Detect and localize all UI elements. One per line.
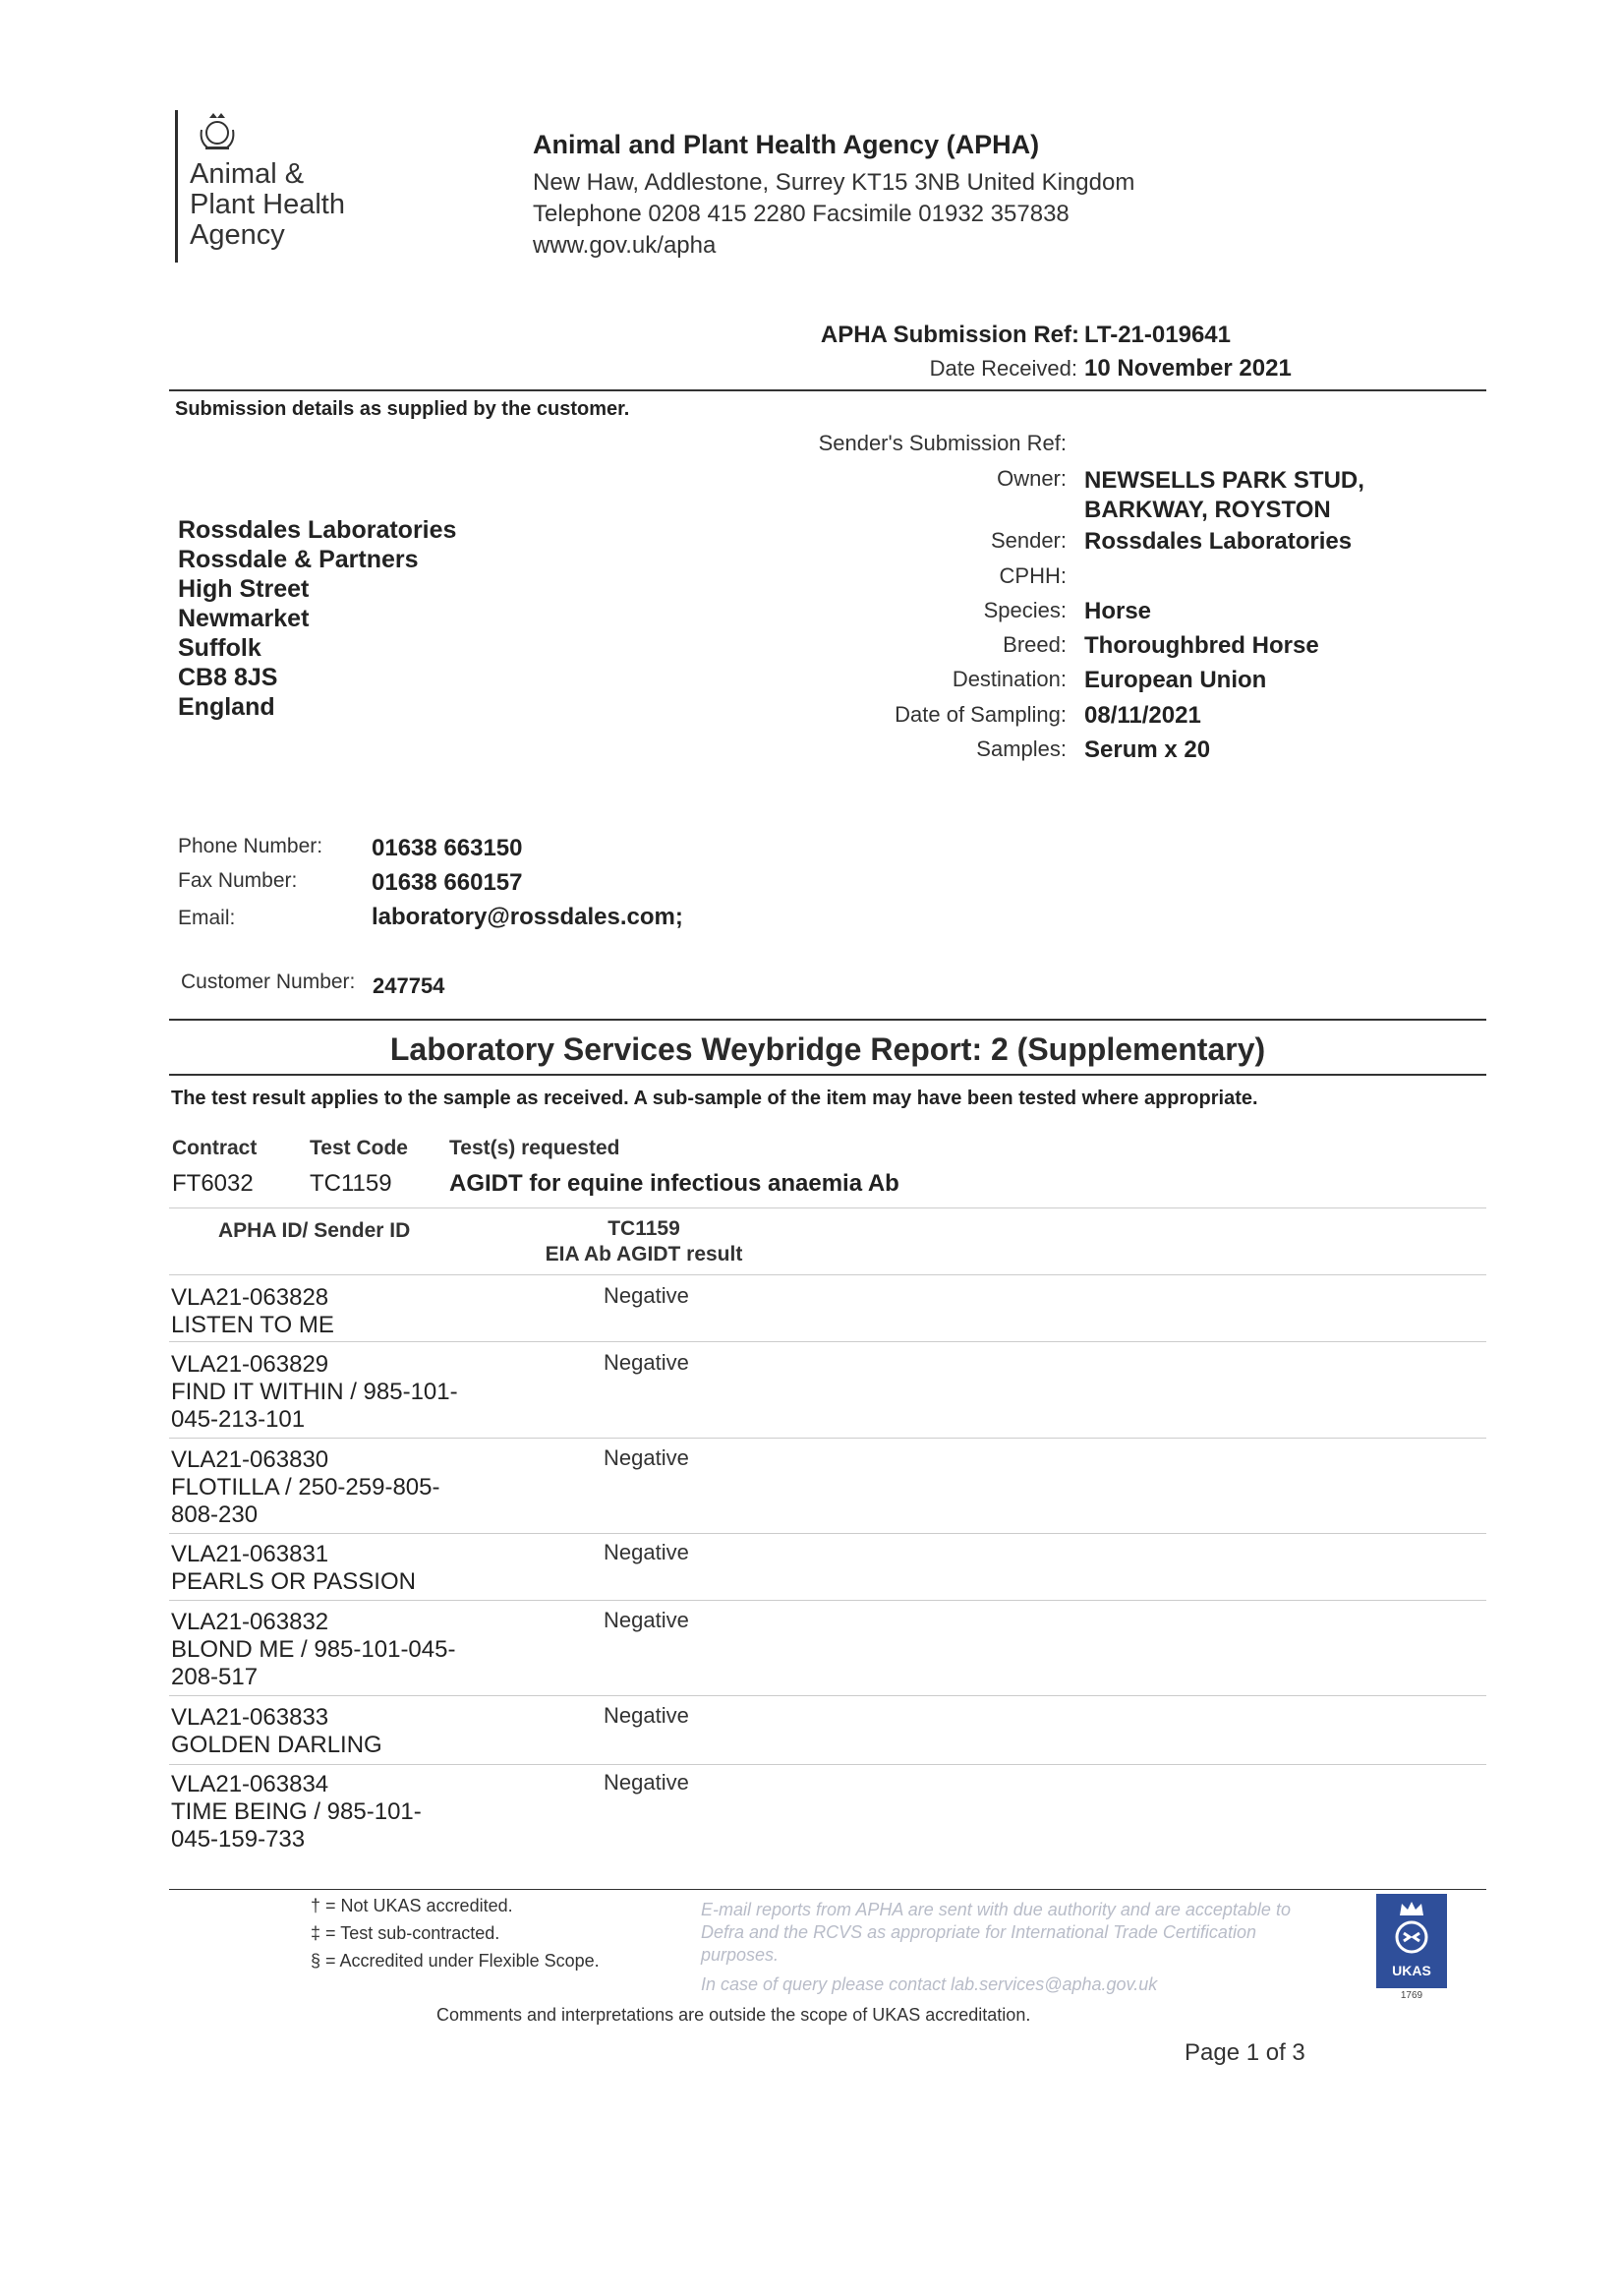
submission-ref-value: LT-21-019641 (1084, 322, 1231, 348)
detail-value-destination: European Union (1084, 667, 1267, 693)
detail-label-cphh: CPHH: (999, 563, 1067, 588)
address-line: Rossdale & Partners (178, 546, 419, 573)
date-received-label: Date Received: (929, 356, 1077, 381)
address-line: CB8 8JS (178, 664, 278, 691)
result-sender: GOLDEN DARLING (171, 1732, 382, 1758)
result-value: Negative (604, 1445, 689, 1470)
address-line: High Street (178, 575, 310, 603)
result-sender: FIND IT WITHIN / 985-101- 045-213-101 (171, 1379, 458, 1433)
detail-label-species: Species: (983, 598, 1067, 622)
result-id: VLA21-063833 (171, 1704, 329, 1731)
detail-value-sender: Rossdales Laboratories (1084, 528, 1353, 555)
email-label: Email: (178, 907, 236, 929)
legend-item: † = Not UKAS accredited. (311, 1896, 513, 1915)
phone-label: Phone Number: (178, 835, 323, 857)
detail-value-owner: NEWSELLS PARK STUD, BARKWAY, ROYSTON (1084, 467, 1364, 523)
detail-label-breed: Breed: (1003, 632, 1067, 657)
report-note: The test result applies to the sample as received. A sub-sample of the item may have been tested where appropriate. (171, 1088, 1258, 1109)
agency-address: New Haw, Addlestone, Surrey KT15 3NB United Kingdom (533, 169, 1135, 196)
crest-icon (198, 110, 237, 151)
customer-note: Submission details as supplied by the customer. (175, 398, 630, 420)
scope-note: Comments and interpretations are outside the scope of UKAS accreditation. (436, 2005, 1031, 2025)
detail-label-owner: Owner: (997, 466, 1067, 491)
divider-results-header (169, 1274, 1486, 1275)
detail-value-species: Horse (1084, 598, 1152, 624)
result-value: Negative (604, 1770, 689, 1795)
result-value: Negative (604, 1283, 689, 1308)
test-requested-value: AGIDT for equine infectious anaemia Ab (449, 1170, 899, 1197)
crown-icon (1398, 1900, 1425, 1917)
detail-label-sampling-date: Date of Sampling: (895, 702, 1067, 727)
address-line: England (178, 693, 275, 721)
detail-value-breed: Thoroughbred Horse (1084, 632, 1319, 659)
email-value: laboratory@rossdales.com; (372, 904, 683, 930)
date-received-value: 10 November 2021 (1084, 355, 1292, 382)
row-divider (169, 1341, 1486, 1342)
divider-top (169, 389, 1486, 391)
customer-address (178, 515, 456, 722)
agency-logo (175, 110, 394, 263)
fax-value: 01638 660157 (372, 869, 523, 896)
result-value: Negative (604, 1350, 689, 1375)
address-line: Rossdales Laboratories (178, 516, 457, 544)
result-sender: PEARLS OR PASSION (171, 1568, 416, 1595)
detail-label-samples: Samples: (976, 736, 1067, 761)
ukas-number: 1769 (1400, 1990, 1423, 2001)
logo-line-1: Animal & (190, 158, 305, 190)
col-header-result-code: TC1159 (608, 1217, 680, 1240)
divider-report-top (169, 1019, 1486, 1021)
ukas-emblem-icon (1394, 1919, 1429, 1955)
address-line: Newmarket (178, 605, 310, 632)
legend-item: ‡ = Test sub-contracted. (311, 1923, 500, 1943)
address-line: Suffolk (178, 634, 261, 662)
result-value: Negative (604, 1703, 689, 1728)
result-sender: BLOND ME / 985-101-045- 208-517 (171, 1636, 456, 1690)
customer-number-label: Customer Number: (181, 971, 356, 993)
agency-website: www.gov.uk/apha (533, 232, 717, 259)
result-sender: FLOTILLA / 250-259-805- 808-230 (171, 1474, 440, 1528)
agency-phone-fax: Telephone 0208 415 2280 Facsimile 01932 357838 (533, 201, 1070, 227)
col-header-result-name: EIA Ab AGIDT result (545, 1243, 743, 1266)
query-note: In case of query please contact lab.services@apha.gov.uk (701, 1974, 1158, 1994)
detail-label-destination: Destination: (952, 667, 1067, 691)
agency-name: Animal and Plant Health Agency (APHA) (533, 130, 1040, 159)
result-sender: LISTEN TO ME (171, 1312, 334, 1338)
logo-line-2: Plant Health (190, 189, 345, 220)
customer-number-value: 247754 (373, 973, 445, 998)
row-divider (169, 1695, 1486, 1696)
footer-legend (311, 1892, 600, 1974)
divider-footer (169, 1889, 1486, 1890)
ukas-badge (1376, 1894, 1447, 1988)
row-divider (169, 1438, 1486, 1439)
testcode-header: Test Code (310, 1137, 408, 1159)
detail-label-sender: Sender: (990, 528, 1067, 553)
report-title: Laboratory Services Weybridge Report: 2 (Supplementary) (389, 1031, 1266, 1067)
result-id: VLA21-063829 (171, 1351, 329, 1378)
phone-value: 01638 663150 (372, 835, 523, 861)
result-value: Negative (604, 1608, 689, 1632)
testcode-value: TC1159 (310, 1170, 392, 1197)
divider-tests (169, 1207, 1486, 1208)
detail-value-samples: Serum x 20 (1084, 736, 1211, 763)
col-header-id: APHA ID/ Sender ID (218, 1219, 411, 1242)
result-id: VLA21-063834 (171, 1771, 329, 1797)
row-divider (169, 1600, 1486, 1601)
contract-value: FT6032 (172, 1170, 254, 1197)
contract-header: Contract (172, 1137, 258, 1159)
detail-label-sender-ref: Sender's Submission Ref: (818, 431, 1067, 455)
row-divider (169, 1764, 1486, 1765)
result-id: VLA21-063832 (171, 1609, 329, 1635)
result-sender: TIME BEING / 985-101- 045-159-733 (171, 1798, 422, 1853)
email-note: E-mail reports from APHA are sent with due authority and are acceptable to Defra and the RCVS as appropriate for International Trade Certification purposes. (701, 1900, 1291, 1965)
logo-line-3: Agency (190, 219, 285, 251)
submission-ref-label: APHA Submission Ref: (820, 322, 1079, 348)
result-id: VLA21-063830 (171, 1446, 329, 1473)
result-value: Negative (604, 1540, 689, 1564)
detail-value-sampling-date: 08/11/2021 (1084, 702, 1201, 729)
result-id: VLA21-063831 (171, 1541, 329, 1567)
row-divider (169, 1533, 1486, 1534)
tests-header: Test(s) requested (449, 1137, 620, 1159)
ukas-label: UKAS (1392, 1963, 1431, 1978)
divider-report-bottom (169, 1074, 1486, 1076)
fax-label: Fax Number: (178, 869, 298, 892)
legend-item: § = Accredited under Flexible Scope. (311, 1951, 600, 1971)
page-number: Page 1 of 3 (1185, 2039, 1305, 2066)
result-id: VLA21-063828 (171, 1284, 329, 1311)
